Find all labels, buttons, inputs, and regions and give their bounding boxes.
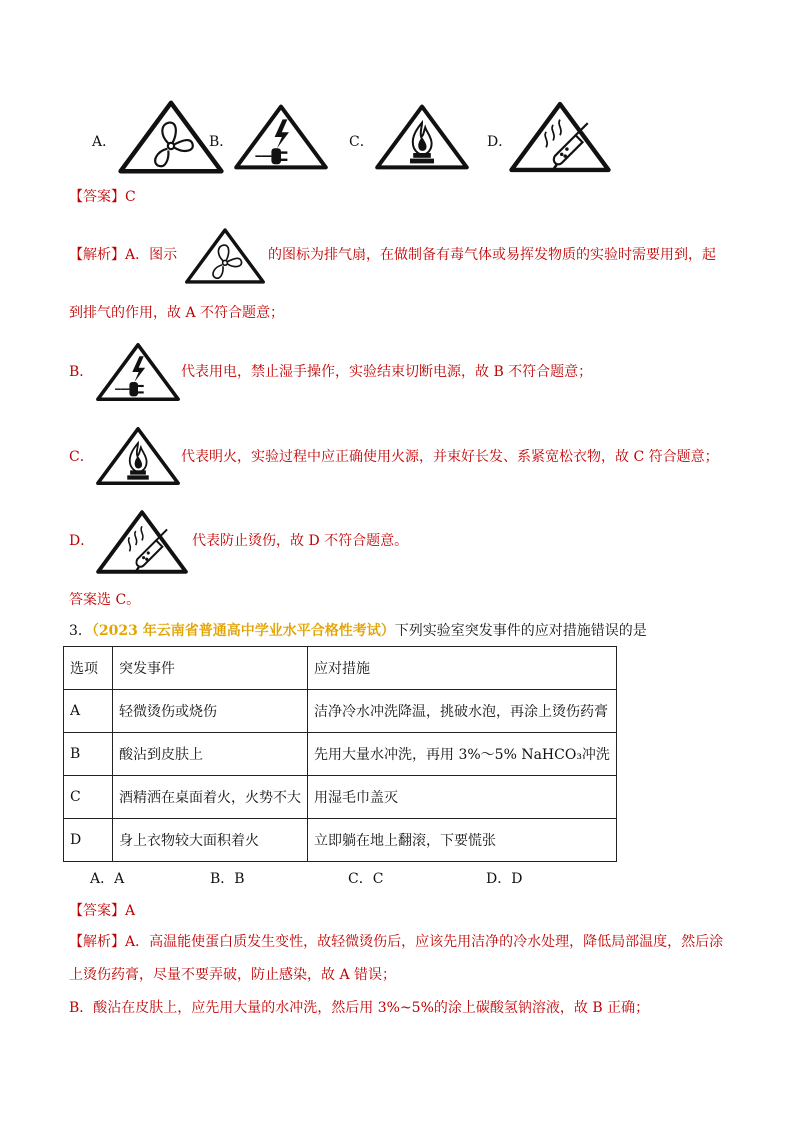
table-cell: C bbox=[64, 776, 113, 819]
q3-analysis-a-line1 bbox=[69, 932, 723, 952]
q2-answer-value: C bbox=[125, 189, 136, 205]
q3-choice-a: A．A bbox=[90, 871, 125, 887]
table-cell: 立即躺在地上翻滚，下要慌张 bbox=[308, 819, 617, 862]
q2-a-prefix: A．图示 bbox=[125, 247, 178, 263]
table-cell: 身上衣物较大面积着火 bbox=[113, 819, 308, 862]
q3-stem-text: 下列实验室突发事件的应对措施错误的是 bbox=[394, 623, 647, 639]
q2-b-prefix: B． bbox=[69, 364, 94, 380]
q3-analysis-a-2: 上烫伤药膏，尽量不要弄破，防止感染，故 A 错误； bbox=[69, 967, 397, 983]
q3-answer-label: 【答案】 bbox=[69, 903, 125, 919]
q2-a-text-2: 到排气的作用，故 A 不符合题意； bbox=[69, 305, 285, 321]
q3-choice-c: C．C bbox=[348, 871, 384, 887]
table-cell: 酒精洒在桌面着火，火势不大 bbox=[113, 776, 308, 819]
q3-number: 3． bbox=[69, 623, 92, 639]
table-header-cell: 选项 bbox=[64, 647, 113, 690]
table-row bbox=[64, 776, 617, 819]
open-flame-icon-inline bbox=[95, 420, 181, 492]
table-row bbox=[64, 690, 617, 733]
table-header-cell: 应对措施 bbox=[308, 647, 617, 690]
q2-answer bbox=[69, 187, 136, 207]
q3-answer-value: A bbox=[125, 903, 136, 919]
table-row bbox=[64, 733, 617, 776]
open-flame-icon bbox=[374, 98, 470, 176]
table-cell: 轻微烫伤或烧伤 bbox=[113, 690, 308, 733]
table-header-row bbox=[64, 647, 617, 690]
q2-a-text-1: 的图标为排气扇，在做制备有毒气体或易挥发物质的实验时需要用到，起 bbox=[268, 247, 716, 263]
q3-choice-b: B．B bbox=[210, 871, 245, 887]
q2-b-text: 代表用电，禁止湿手操作，实验结束切断电源，故 B 不符合题意； bbox=[181, 364, 593, 380]
option-b-letter: B． bbox=[209, 134, 234, 150]
table-cell: D bbox=[64, 819, 113, 862]
q3-analysis-b: B．酸沾在皮肤上，应先用大量的水冲洗，然后用 3%~5%的涂上碳酸氢钠溶液，故 B 正确； bbox=[69, 1000, 650, 1016]
q2-c-prefix: C． bbox=[69, 449, 94, 465]
q2-conclusion: 答案选 C。 bbox=[69, 592, 141, 608]
table-cell: 用湿毛巾盖灭 bbox=[308, 776, 617, 819]
q2-analysis-label: 【解析】 bbox=[69, 247, 125, 263]
option-a-letter: A． bbox=[92, 134, 117, 150]
q2-analysis-a bbox=[69, 245, 177, 265]
q3-analysis-a-1: A．高温能使蛋白质发生变性，故轻微烫伤后，应该先用洁净的冷水处理，降低局部温度，然后涂 bbox=[125, 934, 724, 950]
fan-icon-inline bbox=[184, 220, 266, 292]
option-c-letter: C． bbox=[349, 134, 374, 150]
q3-table bbox=[63, 646, 617, 862]
table-row bbox=[64, 819, 617, 862]
q2-d-text: 代表防止烫伤，故 D 不符合题意。 bbox=[192, 533, 409, 549]
q2-d-prefix: D． bbox=[69, 533, 95, 549]
q3-choice-d: D．D bbox=[486, 871, 523, 887]
q3-analysis-label: 【解析】 bbox=[69, 934, 125, 950]
q3-source: （2023 年云南省普通高中学业水平合格性考试） bbox=[91, 623, 395, 639]
q2-c-text: 代表明火，实验过程中应正确使用火源，并束好长发、系紧宽松衣物，故 C 符合题意； bbox=[181, 449, 719, 465]
hot-surface-icon bbox=[508, 98, 612, 176]
electric-plug-icon bbox=[233, 98, 329, 176]
table-cell: 酸沾到皮肤上 bbox=[113, 733, 308, 776]
q3-stem bbox=[69, 621, 647, 641]
table-cell: 先用大量水冲洗，再用 3%～5% NaHCO₃冲洗 bbox=[308, 733, 617, 776]
table-header-cell: 突发事件 bbox=[113, 647, 308, 690]
option-d-letter: D． bbox=[487, 134, 513, 150]
electric-plug-icon-inline bbox=[95, 336, 181, 408]
table-cell: A bbox=[64, 690, 113, 733]
table-cell: 洁净冷水冲洗降温，挑破水泡，再涂上烫伤药膏 bbox=[308, 690, 617, 733]
q2-answer-label: 【答案】 bbox=[69, 189, 125, 205]
q3-answer bbox=[69, 901, 135, 921]
hot-surface-icon-inline bbox=[95, 504, 189, 580]
table-cell: B bbox=[64, 733, 113, 776]
